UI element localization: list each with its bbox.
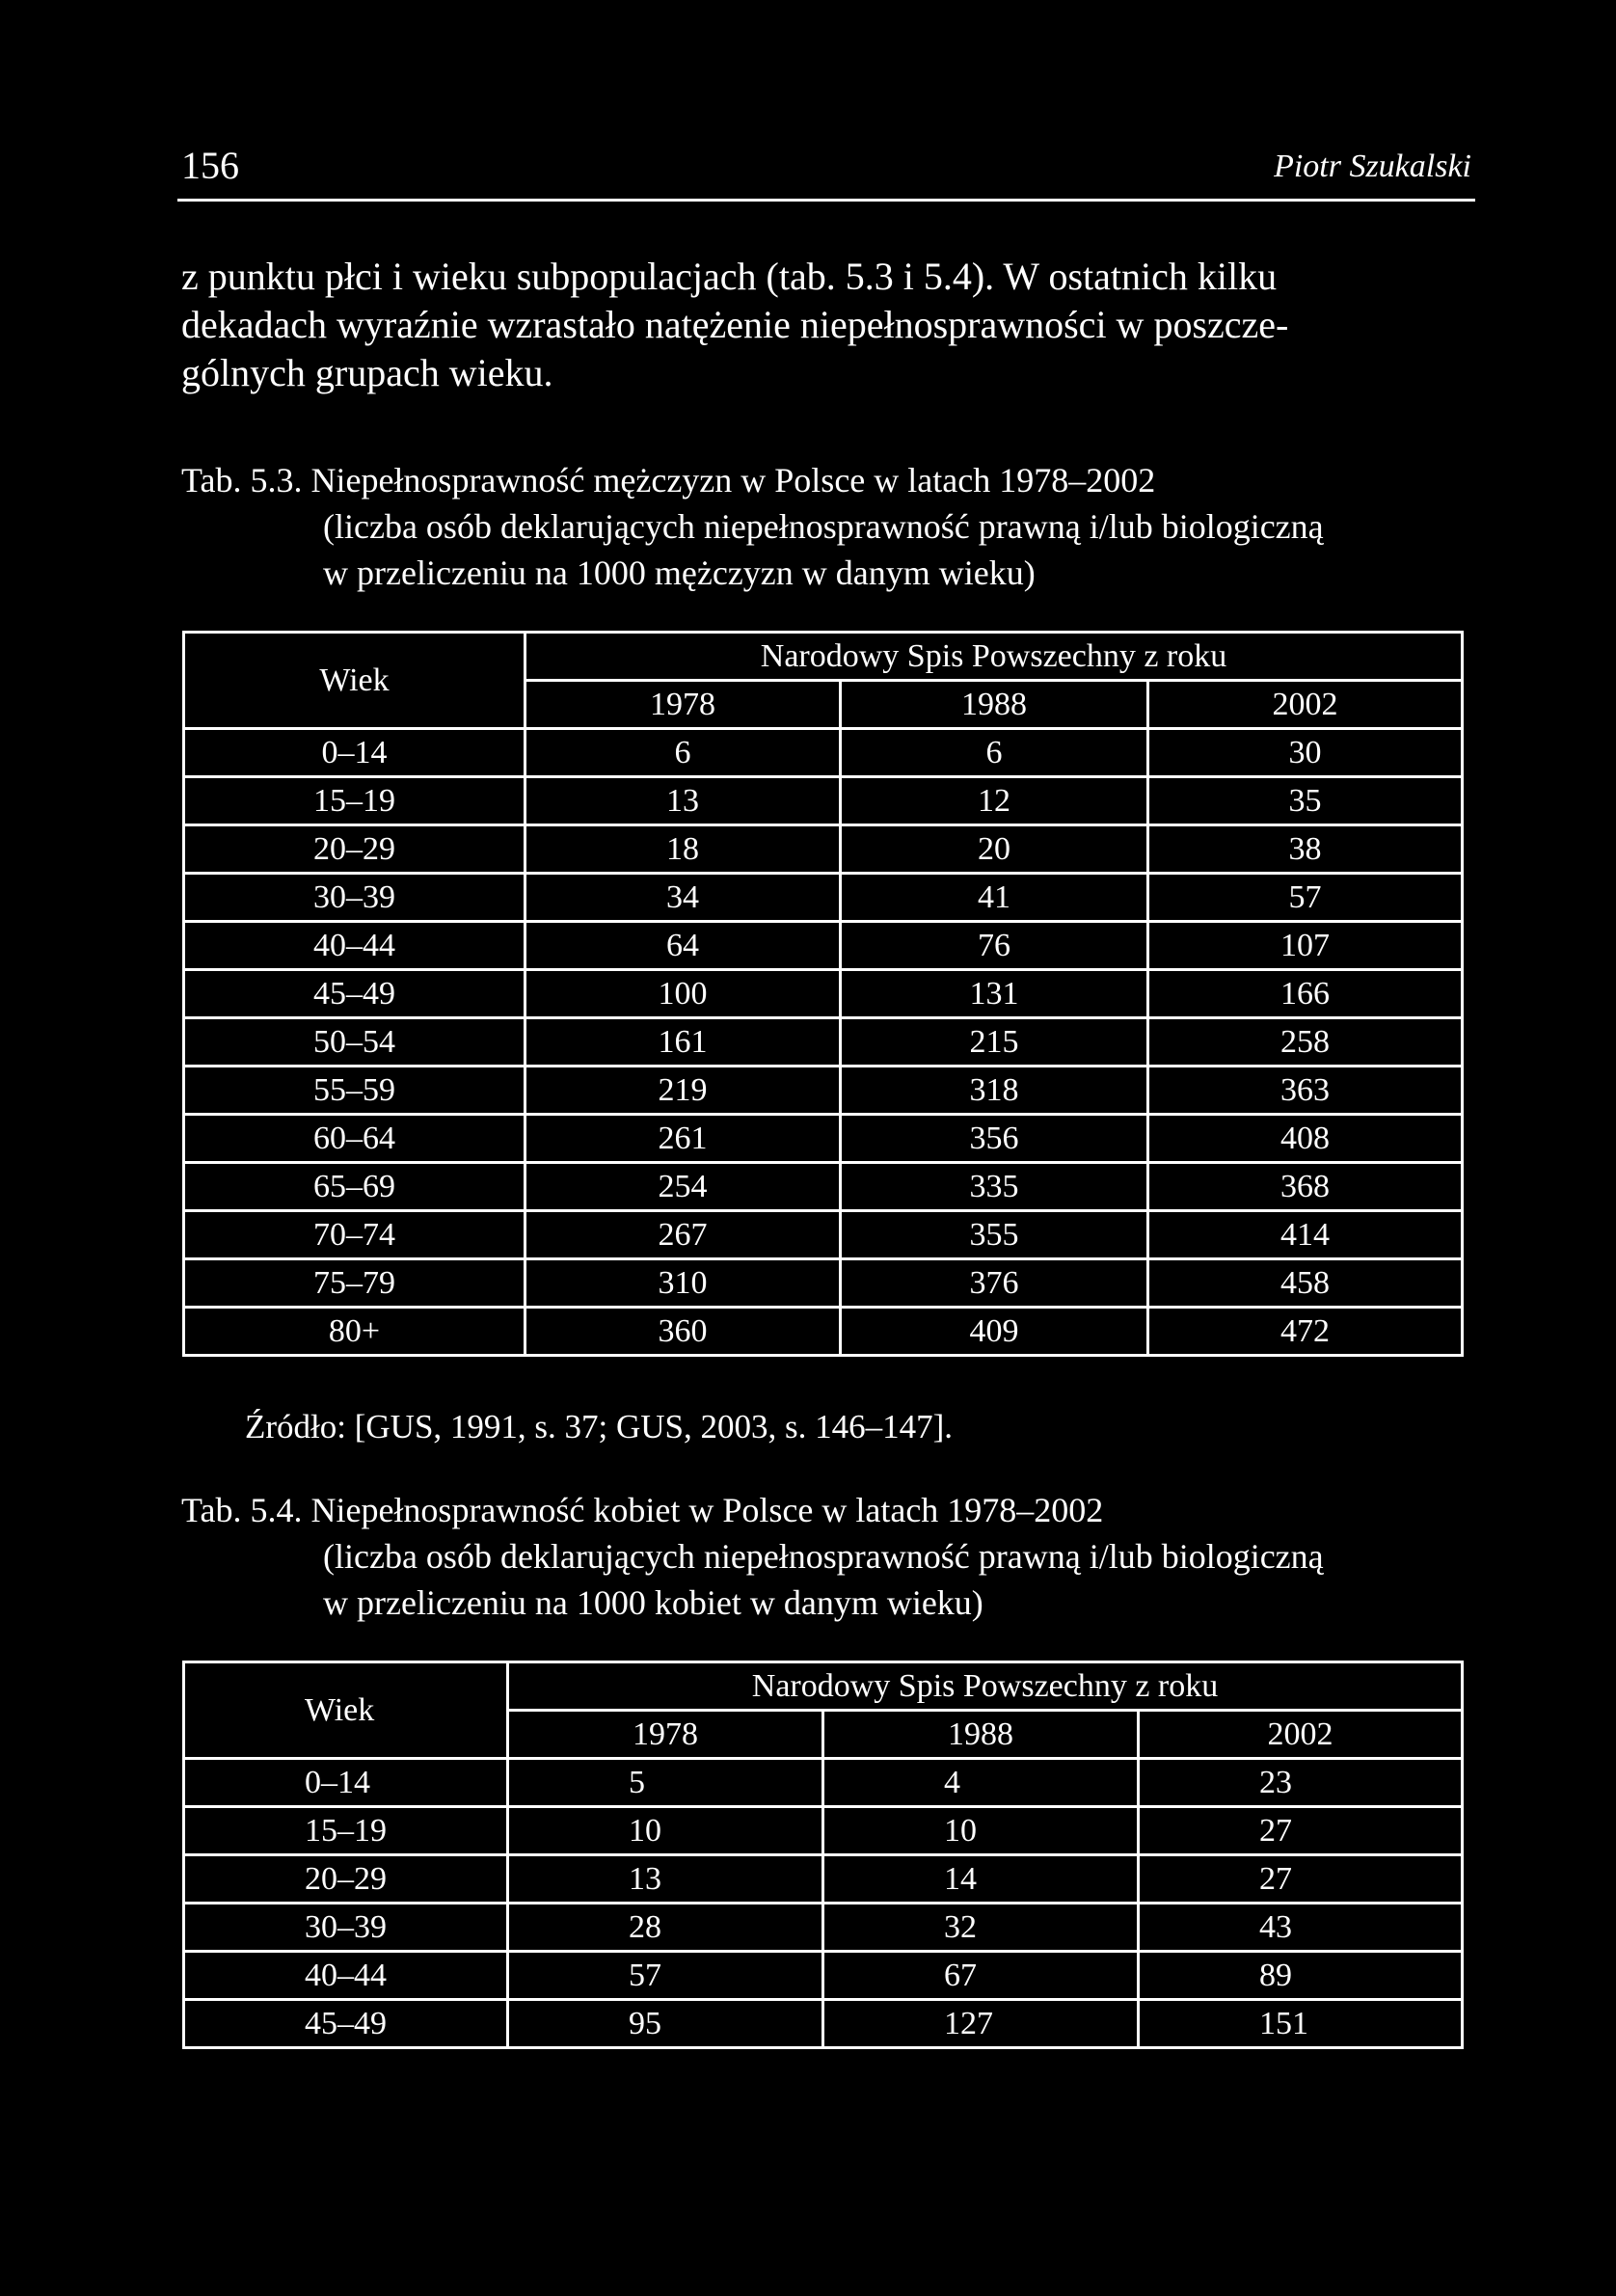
- value-cell: 57: [508, 1952, 823, 2000]
- table-row: [184, 1308, 1463, 1356]
- value-cell: 38: [1148, 825, 1463, 874]
- value-cell: 4: [823, 1759, 1139, 1807]
- table-row: [184, 1952, 1463, 2000]
- value-cell: 376: [841, 1259, 1148, 1308]
- table2-caption-line2: (liczba osób deklarujących niepełnosprawność prawną i/lub biologiczną: [323, 1537, 1324, 1576]
- value-cell: 355: [841, 1211, 1148, 1259]
- value-cell: 107: [1148, 922, 1463, 970]
- age-group-cell: 45–49: [184, 970, 525, 1018]
- table-row: [184, 2000, 1463, 2048]
- paragraph-line: gólnych grupach wieku.: [181, 351, 553, 394]
- value-cell: 360: [525, 1308, 841, 1356]
- table1: [182, 631, 1464, 1357]
- running-header-author: Piotr Szukalski: [1274, 149, 1471, 184]
- table-row: [184, 970, 1463, 1018]
- value-cell: 408: [1148, 1115, 1463, 1163]
- table2: [182, 1661, 1464, 2049]
- table1-header-age: Wiek: [184, 633, 525, 729]
- table2-header-year: 2002: [1139, 1711, 1463, 1759]
- age-group-cell: 70–74: [184, 1211, 525, 1259]
- value-cell: 32: [823, 1904, 1139, 1952]
- value-cell: 18: [525, 825, 841, 874]
- table-row: [184, 1018, 1463, 1067]
- value-cell: 35: [1148, 777, 1463, 825]
- age-group-cell: 65–69: [184, 1163, 525, 1211]
- table-row: [184, 1067, 1463, 1115]
- value-cell: 34: [525, 874, 841, 922]
- table-row: [184, 1855, 1463, 1904]
- value-cell: 5: [508, 1759, 823, 1807]
- table1-header-year: 1978: [525, 681, 841, 729]
- value-cell: 166: [1148, 970, 1463, 1018]
- table-row: [184, 1759, 1463, 1807]
- table2-label: Tab. 5.4.: [181, 1491, 303, 1529]
- table2-header-year: 1978: [508, 1711, 823, 1759]
- age-group-cell: 30–39: [184, 874, 525, 922]
- table2-header-year: 1988: [823, 1711, 1139, 1759]
- value-cell: 258: [1148, 1018, 1463, 1067]
- value-cell: 356: [841, 1115, 1148, 1163]
- value-cell: 14: [823, 1855, 1139, 1904]
- table-row: [184, 1807, 1463, 1855]
- value-cell: 6: [841, 729, 1148, 777]
- table1-source: Źródło: [GUS, 1991, s. 37; GUS, 2003, s. 146–147].: [245, 1408, 954, 1445]
- value-cell: 64: [525, 922, 841, 970]
- table-row: [184, 825, 1463, 874]
- value-cell: 57: [1148, 874, 1463, 922]
- value-cell: 28: [508, 1904, 823, 1952]
- value-cell: 335: [841, 1163, 1148, 1211]
- value-cell: 10: [823, 1807, 1139, 1855]
- table2-caption-line3: w przeliczeniu na 1000 kobiet w danym wieku): [323, 1583, 983, 1622]
- value-cell: 219: [525, 1067, 841, 1115]
- page-number: 156: [181, 144, 239, 187]
- header-rule: [177, 199, 1475, 202]
- value-cell: 131: [841, 970, 1148, 1018]
- age-group-cell: 80+: [184, 1308, 525, 1356]
- age-group-cell: 0–14: [184, 1759, 508, 1807]
- age-group-cell: 30–39: [184, 1904, 508, 1952]
- value-cell: 95: [508, 2000, 823, 2048]
- value-cell: 10: [508, 1807, 823, 1855]
- table1-caption: [181, 457, 1324, 596]
- value-cell: 89: [1139, 1952, 1463, 2000]
- table1-header-year: 1988: [841, 681, 1148, 729]
- value-cell: 76: [841, 922, 1148, 970]
- value-cell: 27: [1139, 1855, 1463, 1904]
- age-group-cell: 40–44: [184, 922, 525, 970]
- table1-header-group: Narodowy Spis Powszechny z roku: [525, 633, 1463, 681]
- value-cell: 414: [1148, 1211, 1463, 1259]
- value-cell: 43: [1139, 1904, 1463, 1952]
- value-cell: 215: [841, 1018, 1148, 1067]
- value-cell: 30: [1148, 729, 1463, 777]
- value-cell: 127: [823, 2000, 1139, 2048]
- age-group-cell: 15–19: [184, 777, 525, 825]
- table-row: [184, 874, 1463, 922]
- value-cell: 100: [525, 970, 841, 1018]
- value-cell: 6: [525, 729, 841, 777]
- age-group-cell: 20–29: [184, 1855, 508, 1904]
- value-cell: 409: [841, 1308, 1148, 1356]
- paragraph-line: z punktu płci i wieku subpopulacjach (tab. 5.3 i 5.4). W ostatnich kilku: [181, 255, 1278, 298]
- table1-header-year: 2002: [1148, 681, 1463, 729]
- table1-caption-line2: (liczba osób deklarujących niepełnosprawność prawną i/lub biologiczną: [323, 507, 1324, 546]
- value-cell: 318: [841, 1067, 1148, 1115]
- age-group-cell: 20–29: [184, 825, 525, 874]
- value-cell: 13: [525, 777, 841, 825]
- body-paragraph: [181, 253, 1483, 397]
- table1-caption-line3: w przeliczeniu na 1000 mężczyzn w danym wieku): [323, 554, 1036, 592]
- table2-header-group: Narodowy Spis Powszechny z roku: [508, 1662, 1463, 1711]
- value-cell: 12: [841, 777, 1148, 825]
- value-cell: 458: [1148, 1259, 1463, 1308]
- value-cell: 472: [1148, 1308, 1463, 1356]
- age-group-cell: 0–14: [184, 729, 525, 777]
- age-group-cell: 45–49: [184, 2000, 508, 2048]
- value-cell: 368: [1148, 1163, 1463, 1211]
- paragraph-line: dekadach wyraźnie wzrastało natężenie niepełnosprawności w poszcze-: [181, 303, 1289, 346]
- age-group-cell: 15–19: [184, 1807, 508, 1855]
- table-row: [184, 1211, 1463, 1259]
- value-cell: 13: [508, 1855, 823, 1904]
- table1-title: Niepełnosprawność mężczyzn w Polsce w latach 1978–2002: [310, 461, 1156, 500]
- value-cell: 267: [525, 1211, 841, 1259]
- age-group-cell: 60–64: [184, 1115, 525, 1163]
- age-group-cell: 40–44: [184, 1952, 508, 2000]
- value-cell: 363: [1148, 1067, 1463, 1115]
- value-cell: 161: [525, 1018, 841, 1067]
- table-row: [184, 1115, 1463, 1163]
- value-cell: 27: [1139, 1807, 1463, 1855]
- table-row: [184, 1163, 1463, 1211]
- value-cell: 20: [841, 825, 1148, 874]
- table-row: [184, 729, 1463, 777]
- value-cell: 254: [525, 1163, 841, 1211]
- value-cell: 310: [525, 1259, 841, 1308]
- table-row: [184, 777, 1463, 825]
- value-cell: 41: [841, 874, 1148, 922]
- table2-title: Niepełnosprawność kobiet w Polsce w latach 1978–2002: [310, 1491, 1104, 1529]
- age-group-cell: 75–79: [184, 1259, 525, 1308]
- value-cell: 151: [1139, 2000, 1463, 2048]
- table-row: [184, 1259, 1463, 1308]
- table-row: [184, 922, 1463, 970]
- value-cell: 261: [525, 1115, 841, 1163]
- value-cell: 67: [823, 1952, 1139, 2000]
- age-group-cell: 50–54: [184, 1018, 525, 1067]
- value-cell: 23: [1139, 1759, 1463, 1807]
- table2-header-age: Wiek: [184, 1662, 508, 1759]
- table-row: [184, 1904, 1463, 1952]
- table1-label: Tab. 5.3.: [181, 461, 303, 500]
- table2-caption: [181, 1487, 1324, 1626]
- age-group-cell: 55–59: [184, 1067, 525, 1115]
